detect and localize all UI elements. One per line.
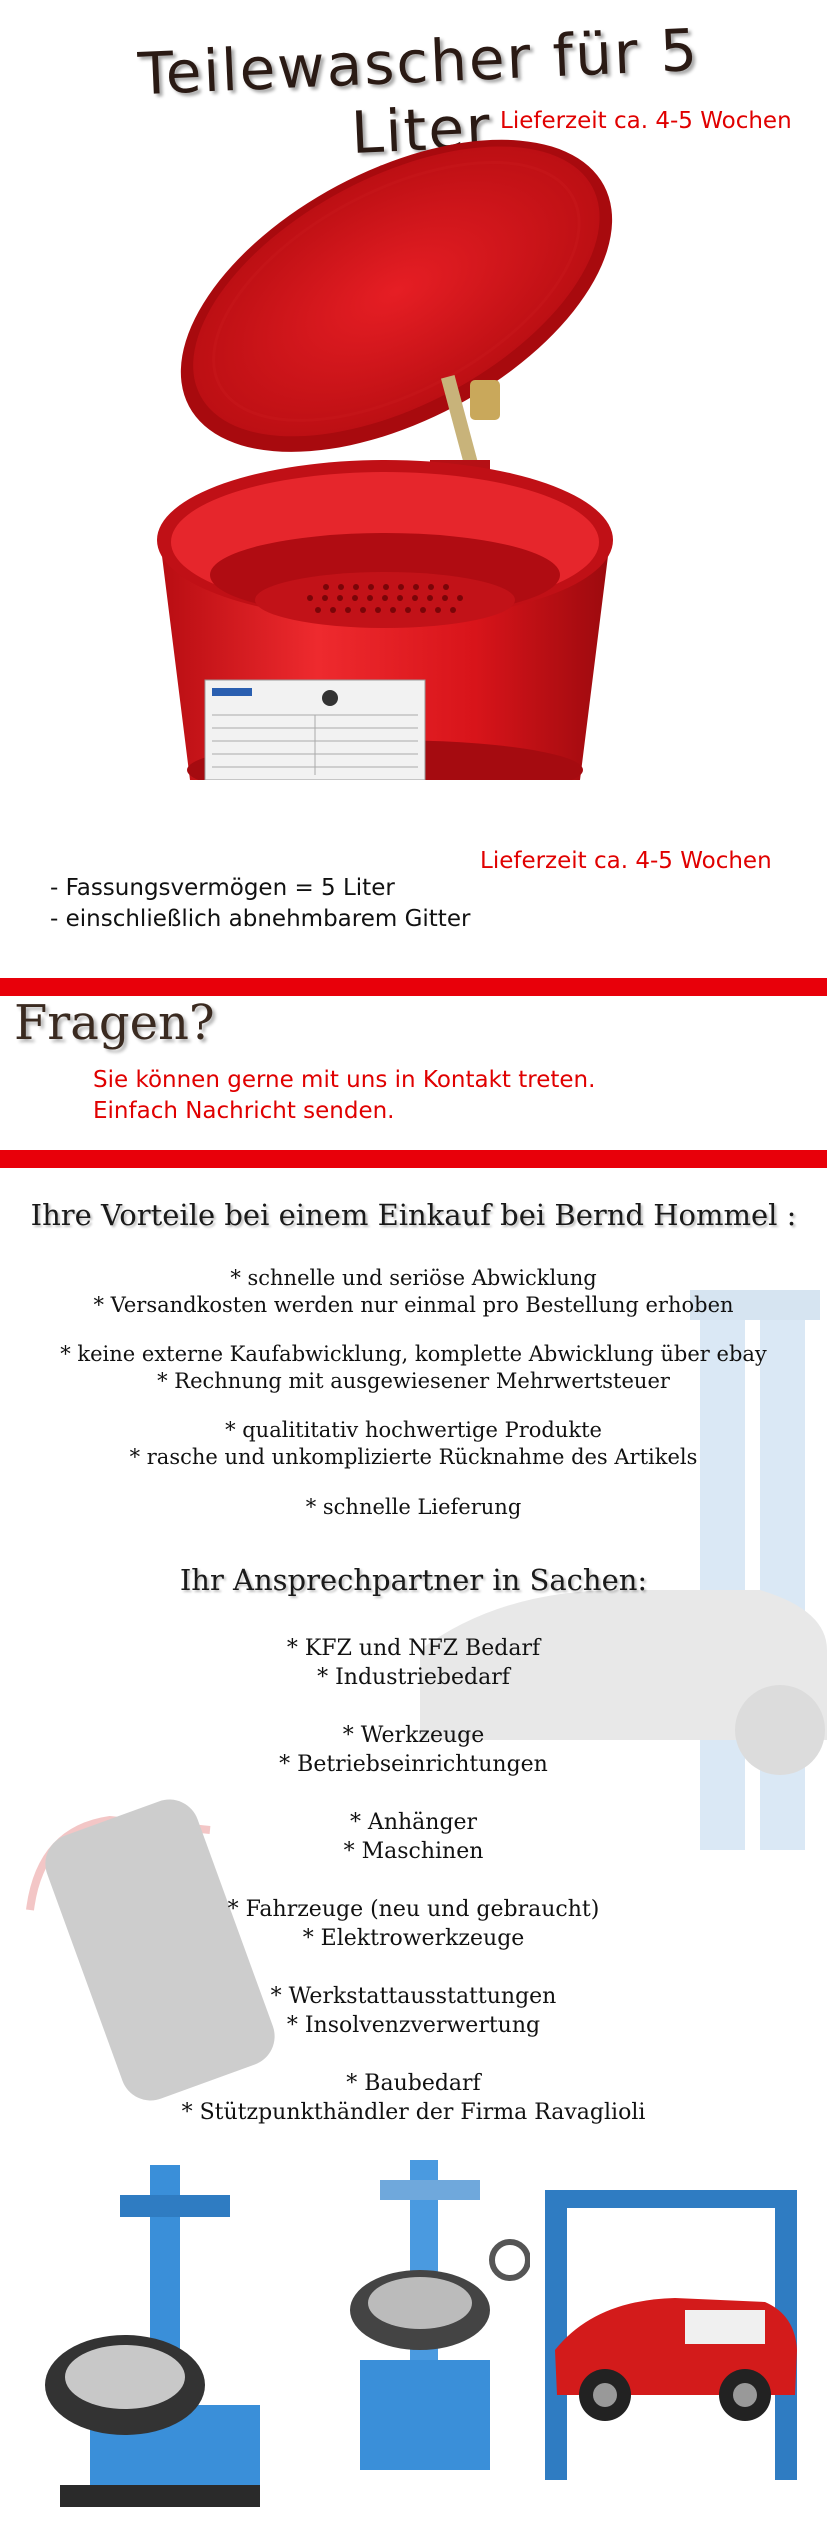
service-item: * Elektrowerkzeuge [302,1926,525,1951]
product-label-plate [205,680,425,780]
advantage-item: * schnelle Lieferung [305,1495,522,1519]
service-item: * Industriebedarf [317,1665,510,1690]
parts-washer-image [130,120,690,780]
feature-item: - einschließlich abnehmbarem Gitter [50,906,471,932]
advantage-item: * keine externe Kaufabwicklung, komplette Abwicklung über ebay [60,1342,767,1366]
advantage-item: * Versandkosten werden nur einmal pro Bestellung erhoben [93,1293,734,1317]
service-group [0,2069,827,2127]
service-item: * Fahrzeuge (neu und gebraucht) [227,1897,600,1922]
service-item: * KFZ und NFZ Bedarf [286,1636,541,1661]
advantage-item: * schnelle und seriöse Abwicklung [230,1266,597,1290]
advantage-group [0,1265,827,1319]
service-group [0,1721,827,1779]
feature-list [50,873,470,935]
advantages-heading: Ihre Vorteile bei einem Einkauf bei Bernd Hommel : [30,1198,797,1232]
contact-heading: Fragen? [14,995,215,1051]
service-item: * Betriebseinrichtungen [279,1752,548,1777]
wheel-changer-image [320,2160,530,2500]
page-title: Teilewascher für 5 Liter [136,15,701,168]
service-group [0,1895,827,1953]
delivery-time-mid: Lieferzeit ca. 4-5 Wochen [480,848,772,874]
advantage-group [0,1341,827,1395]
service-item: * Maschinen [343,1839,484,1864]
service-item: * Stützpunkthändler der Firma Ravaglioli [181,2100,646,2125]
advantage-item: * Rechnung mit ausgewiesener Mehrwertsteuer [157,1369,670,1393]
contact-line: Einfach Nachricht senden. [93,1098,395,1124]
advantage-group [0,1494,827,1521]
car-lift-image [535,2180,805,2500]
service-item: * Werkstattausstattungen [270,1984,557,2009]
service-item: * Insolvenzverwertung [286,2013,541,2038]
lid [130,120,662,517]
service-item: * Baubedarf [346,2071,481,2096]
contact-text [93,1065,595,1127]
divider-bar [0,978,827,996]
divider-bar [0,1150,827,1168]
service-item: * Werkzeuge [342,1723,485,1748]
service-group [0,1982,827,2040]
feature-item: - Fassungsvermögen = 5 Liter [50,875,395,901]
services-heading: Ihr Ansprechpartner in Sachen: [179,1563,648,1597]
service-group [0,1808,827,1866]
advantage-group [0,1417,827,1471]
advantage-item: * qualititativ hochwertige Produkte [225,1418,602,1442]
delivery-time-top: Lieferzeit ca. 4-5 Wochen [500,108,792,134]
service-group [0,1634,827,1692]
advantage-item: * rasche und unkomplizierte Rücknahme des Artikels [129,1445,698,1469]
service-item: * Anhänger [349,1810,478,1835]
tire-changer-image [30,2155,280,2515]
contact-line: Sie können gerne mit uns in Kontakt treten. [93,1067,596,1093]
